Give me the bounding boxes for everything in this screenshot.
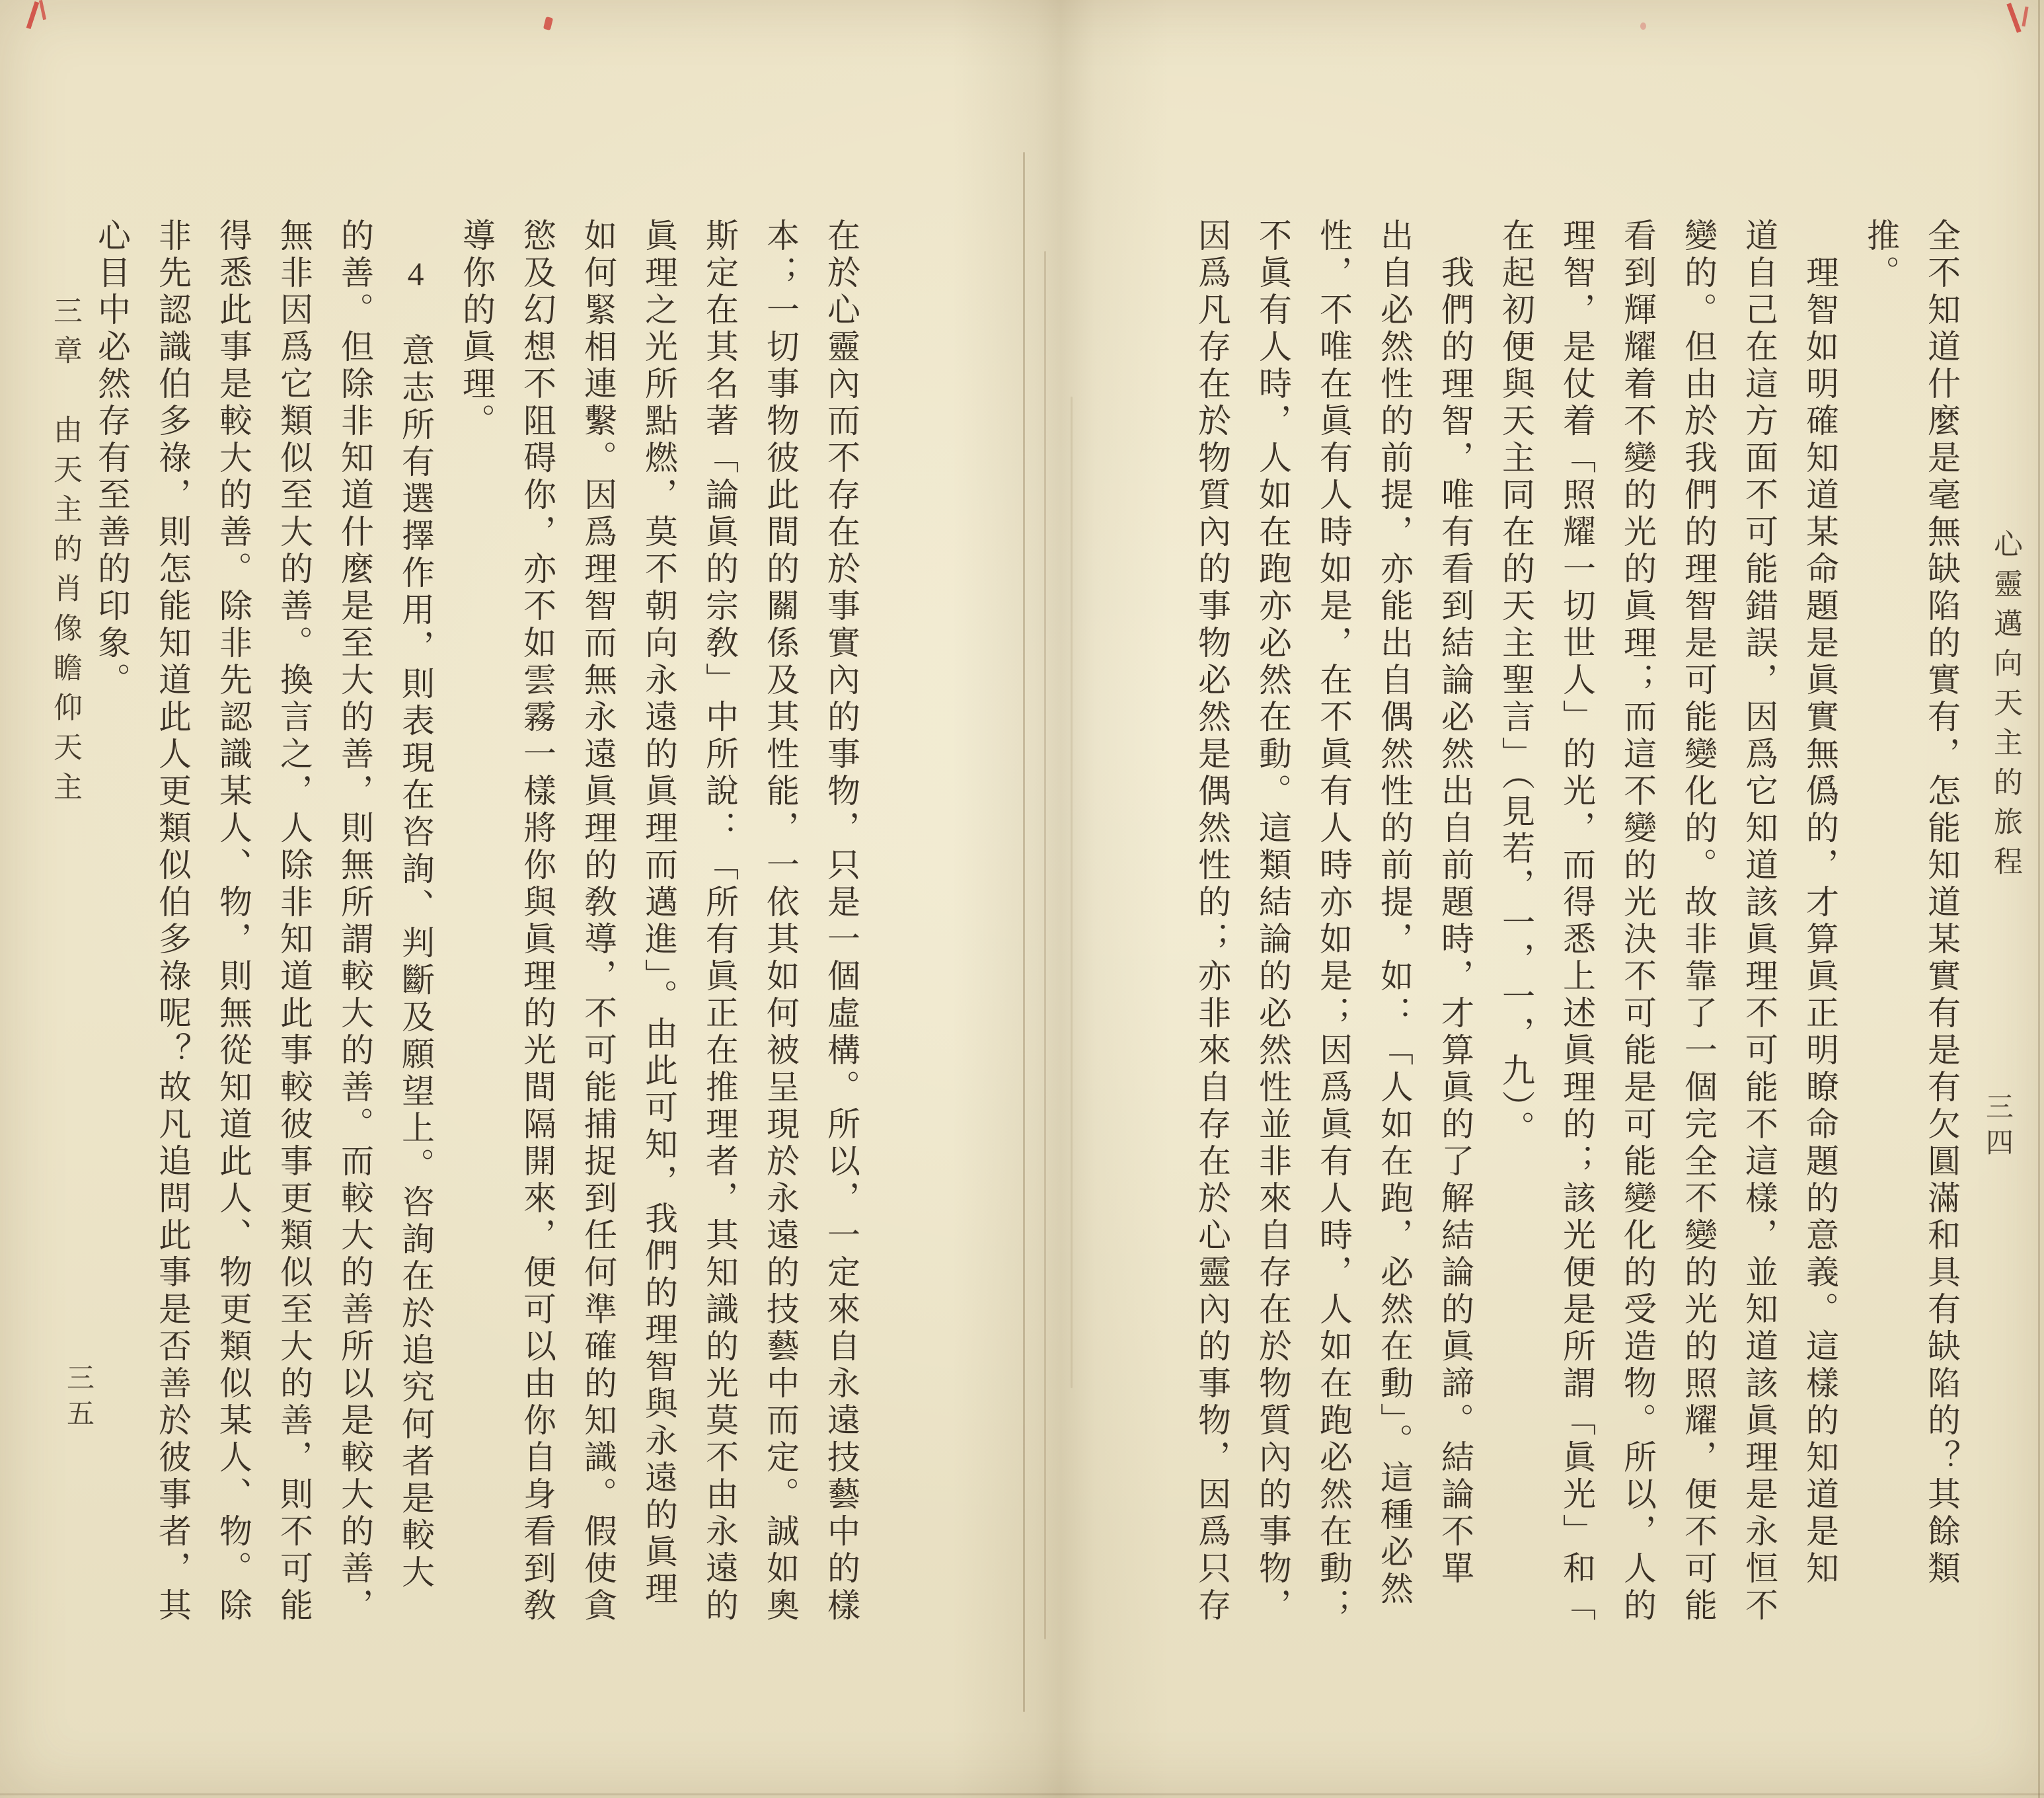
text-column: 無非因爲它類似至大的善。換言之，人除非知道此事較彼事更類似至大的善，則不可能 (276, 218, 313, 1625)
text-column: 性，不唯在眞有人時如是，在不眞有人時亦如是；因爲眞有人時，人如在跑必然在動； (1315, 218, 1352, 1625)
text-column: 看到輝耀着不變的光的眞理；而這不變的光決不可能是可能變化的受造物。所以，人的 (1619, 218, 1656, 1625)
text-column: 斯定在其名著「論眞的宗敎」中所說：「所有眞正在推理者，其知識的光莫不由永遠的 (701, 218, 738, 1625)
scan-mark (1640, 22, 1646, 30)
scan-edge (0, 1793, 2044, 1795)
text-column: 出自必然性的前提，亦能出自偶然性的前提，如：「人如在跑，必然在動」。這種必然 (1376, 218, 1413, 1608)
page-crease (1071, 397, 1073, 1388)
text-column: 因爲凡存在於物質內的事物必然是偶然性的；亦非來自存在於心靈內的事物，因爲只存 (1193, 218, 1230, 1625)
text-column: 本；一切事物彼此間的關係及其性能，一依其如何被呈現於永遠的技藝中而定。誠如奧 (762, 218, 799, 1625)
text-column: 變的。但由於我們的理智是可能變化的。故非靠了一個完全不變的光的照耀，便不可能 (1680, 218, 1717, 1625)
left-page-text-block (81, 218, 872, 1659)
scan-edge (2038, 0, 2040, 1798)
left-page-chapter-title: 三章 由天主的肖像瞻仰天主 (49, 295, 81, 811)
text-column: 眞理之光所點燃，莫不朝向永遠的眞理而邁進」。由此可知，我們的理智與永遠的眞理 (640, 218, 677, 1608)
scan-mark (2022, 7, 2028, 26)
text-column: 4 意志所有選擇作用，則表現在咨詢、判斷及願望上。咨詢在於追究何者是較大 (397, 255, 434, 1592)
text-column: 不眞有人時，人如在跑亦必然在動。這類結論的必然性並非來自存在於物質內的事物， (1254, 218, 1291, 1625)
text-column: 的善。但除非知道什麼是至大的善，則無所謂較大的善。而較大的善所以是較大的善， (336, 218, 373, 1625)
page-crease (1044, 251, 1046, 1639)
text-column: 非先認識伯多祿，則怎能知道此人更類似伯多祿呢？故凡追問此事是否善於彼事者，其 (154, 218, 191, 1625)
text-column: 在於心靈內而不存在於事實內的事物，只是一個虛構。所以，一定來自永遠技藝中的樣 (823, 218, 860, 1625)
right-page-running-title: 心靈邁向天主的旅程 (1989, 529, 2022, 886)
text-column: 在起初便與天主同在的天主聖言」（見若，一，一，九）。 (1497, 218, 1534, 1148)
text-column: 得悉此事是較大的善。除非先認識某人、物，則無從知道此人、物更類似某人、物。除 (215, 218, 252, 1625)
right-page-text-block (1182, 218, 1972, 1659)
scan-mark (26, 1, 40, 29)
text-column: 心目中必然存有至善的印象。 (93, 218, 130, 699)
text-column: 推。 (1862, 218, 1899, 292)
page-crease (1023, 152, 1025, 1712)
text-column: 全不知道什麼是毫無缺陷的實有，怎能知道某實有是有欠圓滿和具有缺陷的？其餘類 (1923, 218, 1960, 1588)
scan-mark (543, 17, 553, 30)
scan-mark (2006, 3, 2021, 33)
text-column: 道自己在這方面不可能錯誤，因爲它知道該眞理不可能不這樣，並知道該眞理是永恒不 (1741, 218, 1778, 1625)
right-page-number: 三四 (1982, 1092, 2012, 1163)
text-column: 理智，是仗着「照耀一切世人」的光，而得悉上述眞理的；該光便是所謂「眞光」和「 (1558, 218, 1595, 1625)
text-column: 如何緊相連繫。因爲理智而無永遠眞理的敎導，不可能捕捉到任何準確的知識。假使貪 (580, 218, 617, 1625)
spine-gutter-shadow (952, 0, 1170, 1798)
text-column: 我們的理智，唯有看到結論必然出自前題時，才算眞的了解結論的眞諦。結論不單 (1437, 255, 1474, 1588)
text-column: 慾及幻想不阻碍你，亦不如雲霧一樣將你與眞理的光間隔開來，便可以由你自身看到敎 (519, 218, 556, 1625)
text-column: 理智如明確知道某命題是眞實無僞的，才算眞正明瞭命題的意義。這樣的知道是知 (1801, 255, 1838, 1588)
left-page-number: 三五 (63, 1363, 93, 1434)
text-column: 導你的眞理。 (458, 218, 495, 440)
scan-mark (39, 0, 46, 20)
